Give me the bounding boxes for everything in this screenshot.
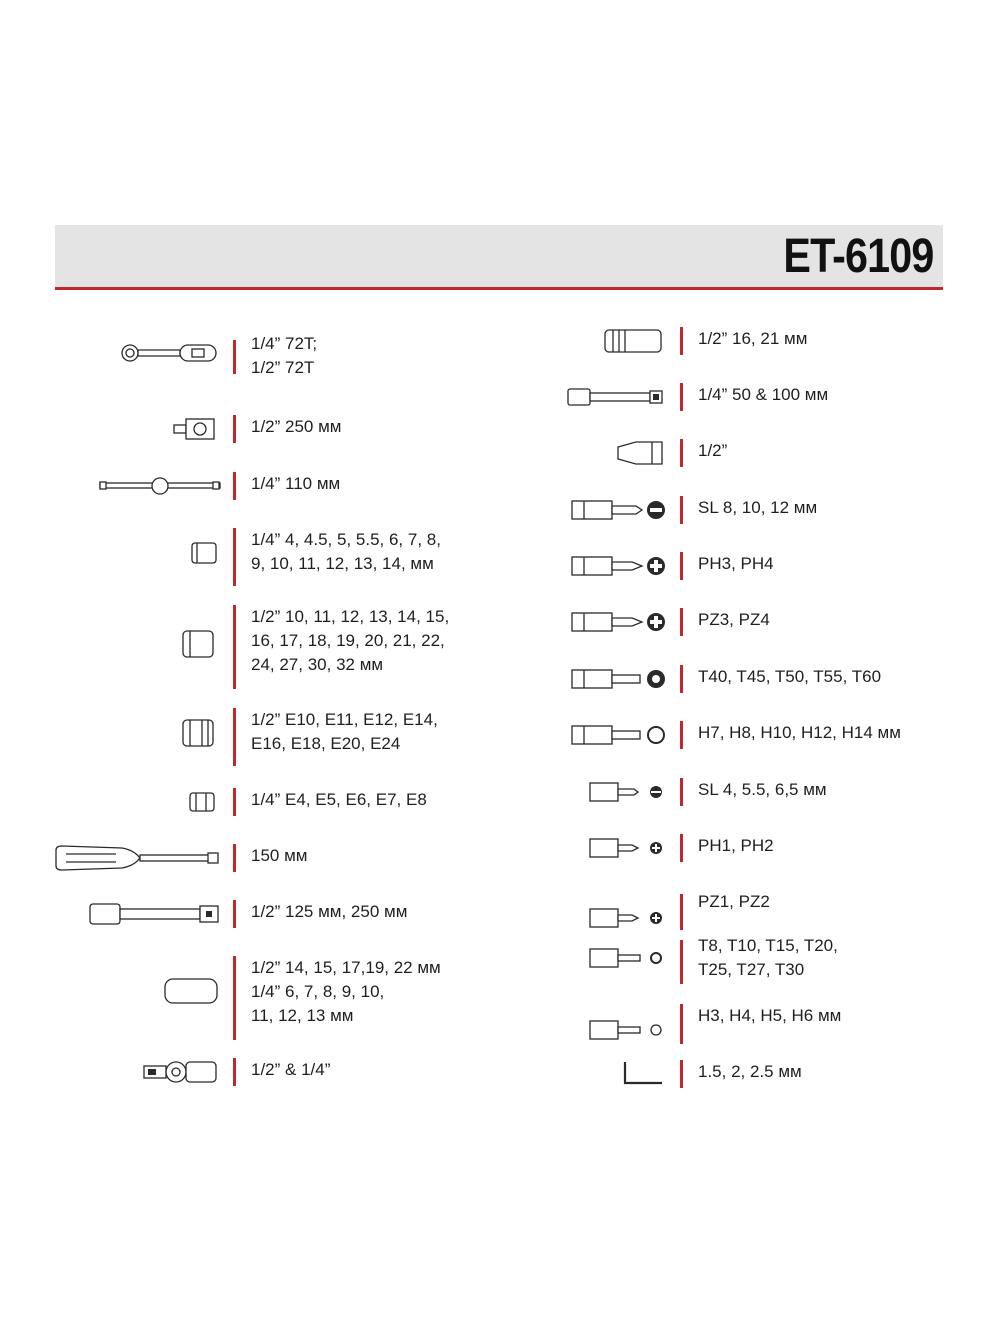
row-divider bbox=[680, 1060, 683, 1088]
spec-row bbox=[500, 778, 1000, 806]
spec-label: 150 мм bbox=[251, 846, 308, 865]
screwdriver-handle-icon bbox=[52, 844, 222, 872]
row-divider bbox=[233, 415, 236, 443]
row-divider bbox=[680, 496, 683, 524]
row-divider bbox=[233, 708, 236, 766]
spec-label: T40, T45, T50, T55, T60 bbox=[698, 667, 882, 686]
spec-row bbox=[0, 332, 500, 392]
spec-row bbox=[500, 552, 1000, 580]
row-divider bbox=[680, 552, 683, 580]
row-divider bbox=[233, 528, 236, 586]
spec-label: SL 8, 10, 12 мм bbox=[698, 498, 818, 517]
row-divider bbox=[233, 472, 236, 500]
small-socket-icon bbox=[188, 540, 222, 566]
row-divider bbox=[233, 1058, 236, 1086]
extension-bar-icon bbox=[88, 900, 222, 928]
spec-row bbox=[500, 890, 1000, 932]
spec-label: H7, H8, H10, H12, H14 мм bbox=[698, 723, 901, 742]
hex-bit-icon bbox=[570, 723, 668, 747]
spec-label: 1/4” 50 & 100 мм bbox=[698, 385, 829, 404]
spec-label: 1/2” 10, 11, 12, 13, 14, 15, 16, 17, 18, 19, 20, 21, 22, 24, 27, 30, 32 мм bbox=[251, 607, 450, 674]
large-socket-icon bbox=[180, 629, 220, 659]
spec-label: 1/2” E10, E11, E12, E14, E16, E18, E20, E24 bbox=[251, 710, 438, 753]
spec-row bbox=[500, 1004, 1000, 1044]
row-divider bbox=[680, 721, 683, 749]
spec-label: 1/4” 110 мм bbox=[251, 474, 341, 493]
spec-label: 1/4” 72T; 1/2” 72T bbox=[251, 334, 318, 377]
spec-label: 1/2” 16, 21 мм bbox=[698, 329, 808, 348]
spec-label: H3, H4, H5, H6 мм bbox=[698, 1006, 842, 1025]
torx-bit-icon bbox=[570, 667, 668, 691]
spec-row bbox=[500, 383, 1000, 411]
ratchet-icon bbox=[118, 340, 218, 366]
row-divider bbox=[680, 383, 683, 411]
row-divider bbox=[680, 778, 683, 806]
spec-label: 1/2” bbox=[698, 441, 728, 460]
row-divider bbox=[680, 834, 683, 862]
row-divider bbox=[233, 956, 236, 1040]
small-hex-bit-icon bbox=[588, 1018, 668, 1042]
model-number: ET-6109 bbox=[782, 230, 933, 283]
phillips-bit-icon bbox=[570, 554, 668, 578]
adapter-icon bbox=[614, 439, 666, 467]
row-divider bbox=[680, 894, 683, 930]
spec-label: PZ3, PZ4 bbox=[698, 610, 770, 629]
spec-label: SL 4, 5.5, 6,5 мм bbox=[698, 780, 827, 799]
spec-label: 1/2” 14, 15, 17,19, 22 мм 1/4” 6, 7, 8, 9, 10, 11, 12, 13 мм bbox=[251, 958, 441, 1025]
small-torx-bit-icon bbox=[588, 946, 668, 970]
row-divider bbox=[233, 788, 236, 816]
spec-row bbox=[500, 608, 1000, 636]
deep-socket-icon bbox=[162, 976, 222, 1006]
universal-joint-icon bbox=[142, 1058, 222, 1086]
spec-label: 1/4” E4, E5, E6, E7, E8 bbox=[251, 790, 427, 809]
extension-icon bbox=[566, 385, 666, 409]
row-divider bbox=[233, 844, 236, 872]
spec-row bbox=[500, 439, 1000, 467]
small-phillips-bit-icon bbox=[588, 836, 668, 860]
hex-key-icon bbox=[620, 1060, 666, 1088]
spec-row bbox=[0, 708, 500, 768]
row-divider bbox=[680, 608, 683, 636]
spec-row bbox=[0, 900, 500, 928]
spec-label: T8, T10, T15, T20, T25, T27, T30 bbox=[698, 936, 838, 979]
spark-plug-socket-icon bbox=[603, 327, 667, 355]
spec-label: PZ1, PZ2 bbox=[698, 892, 770, 911]
spec-label: 1/4” 4, 4.5, 5, 5.5, 6, 7, 8, 9, 10, 11, 12, 13, 14, мм bbox=[251, 530, 441, 573]
spec-row bbox=[500, 721, 1000, 749]
spec-label: 1.5, 2, 2.5 мм bbox=[698, 1062, 802, 1081]
row-divider bbox=[233, 605, 236, 689]
row-divider bbox=[680, 940, 683, 984]
row-divider bbox=[680, 327, 683, 355]
spec-row bbox=[500, 834, 1000, 862]
spec-label: PH3, PH4 bbox=[698, 554, 774, 573]
t-handle-icon bbox=[98, 476, 222, 496]
spec-label: PH1, PH2 bbox=[698, 836, 774, 855]
torx-socket-icon bbox=[180, 718, 220, 748]
spec-label: 1/2” 125 мм, 250 мм bbox=[251, 902, 408, 921]
row-divider bbox=[680, 1004, 683, 1044]
spec-row bbox=[500, 665, 1000, 693]
spec-row bbox=[0, 956, 500, 1042]
small-pozidriv-bit-icon bbox=[588, 906, 668, 930]
row-divider bbox=[233, 900, 236, 928]
spec-row bbox=[0, 844, 500, 872]
slotted-bit-icon bbox=[570, 498, 668, 522]
row-divider bbox=[233, 340, 236, 374]
spec-row bbox=[0, 605, 500, 691]
spec-row bbox=[0, 528, 500, 588]
spec-row bbox=[0, 788, 500, 816]
spec-row bbox=[0, 472, 500, 500]
spec-row bbox=[500, 327, 1000, 355]
row-divider bbox=[680, 439, 683, 467]
small-torx-socket-icon bbox=[186, 790, 220, 814]
spec-row bbox=[0, 1058, 500, 1086]
spec-row bbox=[500, 934, 1000, 990]
spec-row bbox=[500, 1060, 1000, 1088]
spec-label: 1/2” & 1/4” bbox=[251, 1060, 331, 1079]
breaker-bar-icon bbox=[172, 417, 218, 441]
spec-row bbox=[0, 415, 500, 443]
row-divider bbox=[680, 665, 683, 693]
small-slotted-bit-icon bbox=[588, 780, 668, 804]
pozidriv-bit-icon bbox=[570, 610, 668, 634]
spec-row bbox=[500, 496, 1000, 524]
spec-label: 1/2” 250 мм bbox=[251, 417, 342, 436]
